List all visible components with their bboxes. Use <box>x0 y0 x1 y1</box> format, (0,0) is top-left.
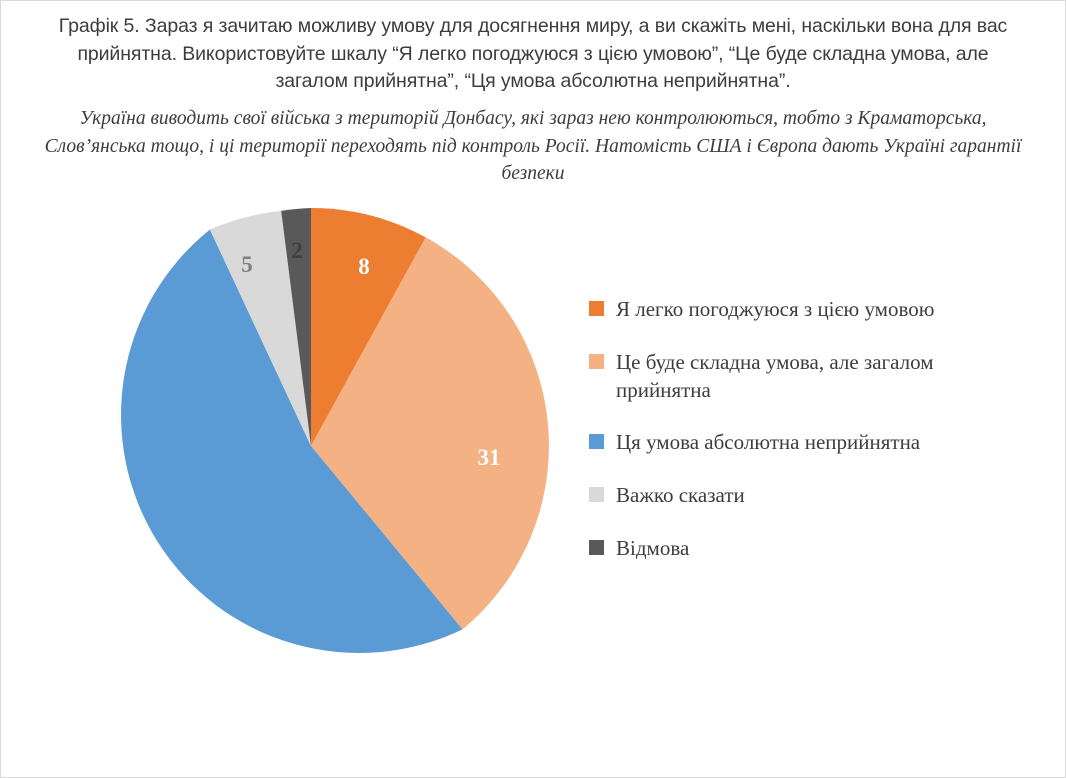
legend-item-label: Важко сказати <box>616 483 745 507</box>
legend-item-agree-easily[interactable] <box>589 296 1029 324</box>
legend-item-label: Я легко погоджуюся з цією умовою <box>616 297 935 322</box>
legend-item-hard-to-say[interactable] <box>589 482 1029 510</box>
pie-label-54: 54 <box>129 570 153 596</box>
legend-swatch-icon <box>589 540 604 555</box>
pie-chart <box>73 208 549 684</box>
legend-swatch-icon <box>589 354 604 369</box>
pie-chart-svg <box>73 208 549 684</box>
title-block <box>1 1 1065 188</box>
legend-item-difficult-but-acceptable[interactable] <box>589 349 1029 404</box>
chart-subtitle: Україна виводить свої війська з територій Донбасу, які зараз нею контролюються, тобто з Краматорська, Слов’янська тощо, і ці території переходять під контроль Росії. Натомість США і Європа дають Україні гарантії безпеки <box>44 108 1022 185</box>
legend-swatch-icon <box>589 301 604 316</box>
legend-swatch-icon <box>589 434 604 449</box>
legend-item-label: Ця умова абсолютна неприйнятна <box>616 430 921 455</box>
pie-label-5: 5 <box>241 252 253 278</box>
legend <box>589 296 1029 587</box>
legend-swatch-icon <box>589 487 604 502</box>
chart-area <box>1 204 1065 694</box>
legend-item-refusal[interactable] <box>589 535 1029 563</box>
page-title: Графік 5. Зараз я зачитаю можливу умову для досягнення миру, а ви скажіть мені, наскільки вона для вас прийнятна. Використовуйте шкалу “Я легко погоджуюся з цією умовою”, “Це буде складна умова, але загалом прийнятна”, “Ця умова абсолютна неприйнятна”. <box>58 15 1008 93</box>
pie-label-31: 31 <box>477 445 501 471</box>
legend-item-label: Відмова <box>616 535 690 560</box>
legend-item-absolutely-unacceptable[interactable] <box>589 429 1029 457</box>
pie-label-2: 2 <box>291 238 303 264</box>
legend-item-label: Це буде складна умова, але загалом прийнятна <box>616 349 934 402</box>
pie-label-8: 8 <box>358 254 370 280</box>
